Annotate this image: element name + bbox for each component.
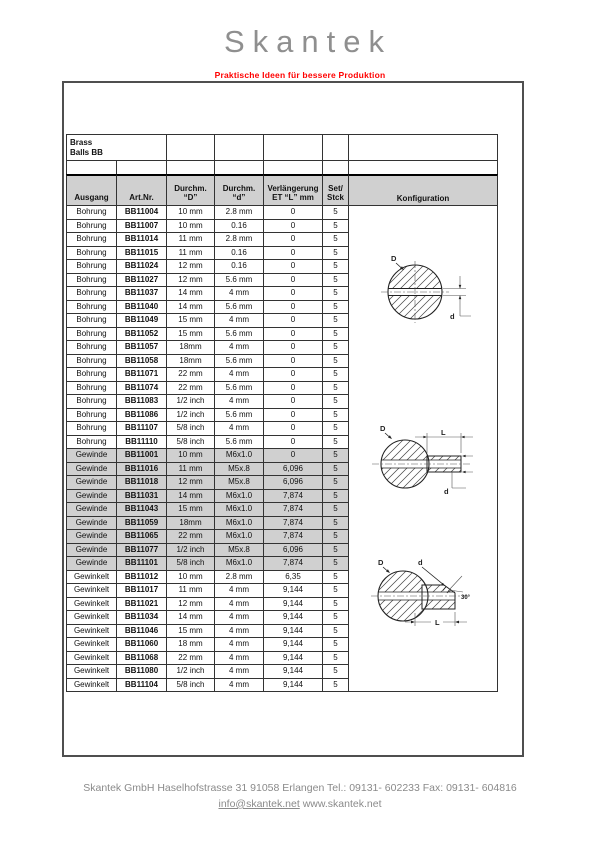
cell-set-stck: 5 [323, 571, 349, 585]
cell-set-stck: 5 [323, 665, 349, 679]
cell-durchm-d-big: 1/2 inch [167, 544, 215, 558]
cell-set-stck: 5 [323, 247, 349, 261]
cell-durchm-d-small: 4 mm [215, 422, 264, 436]
cell-durchm-d-small: M6x1.0 [215, 530, 264, 544]
cell-durchm-d-small: M6x1.0 [215, 557, 264, 571]
cell-set-stck: 5 [323, 463, 349, 477]
cell-artnr: BB11040 [117, 301, 167, 315]
cell-artnr: BB11007 [117, 220, 167, 234]
cell-ausgang: Gewinkelt [66, 584, 117, 598]
cell-verlaengerung: 7,874 [264, 557, 323, 571]
cell-durchm-d-big: 18mm [167, 517, 215, 531]
footer-address: Skantek GmbH Haselhofstrasse 31 91058 Erlangen Tel.: 09131- 602233 Fax: 09131- 604816 [83, 782, 517, 794]
cell-durchm-d-small: 4 mm [215, 611, 264, 625]
cell-artnr: BB11017 [117, 584, 167, 598]
cell-durchm-d-big: 22 mm [167, 368, 215, 382]
cell-set-stck: 5 [323, 233, 349, 247]
cell-set-stck: 5 [323, 382, 349, 396]
table-row [66, 274, 349, 288]
table-row [66, 341, 349, 355]
footer-email-link[interactable]: info@skantek.net [218, 797, 300, 810]
cell-verlaengerung: 0 [264, 314, 323, 328]
gewinde-label-d: d [444, 487, 449, 496]
cell-artnr: BB11077 [117, 544, 167, 558]
cell-durchm-d-big: 11 mm [167, 584, 215, 598]
cell-artnr: BB11031 [117, 490, 167, 504]
cell-ausgang: Gewinkelt [66, 598, 117, 612]
table-row [66, 314, 349, 328]
gewinde-label-D: D [380, 424, 386, 433]
table-row [66, 395, 349, 409]
cell-artnr: BB11018 [117, 476, 167, 490]
cell-ausgang: Bohrung [66, 247, 117, 261]
cell-artnr: BB11037 [117, 287, 167, 301]
cell-verlaengerung: 0 [264, 247, 323, 261]
cell-ausgang: Bohrung [66, 355, 117, 369]
cell-artnr: BB11101 [117, 557, 167, 571]
cell-set-stck: 5 [323, 409, 349, 423]
cell-set-stck: 5 [323, 638, 349, 652]
cell-ausgang: Gewinde [66, 490, 117, 504]
cell-set-stck: 5 [323, 341, 349, 355]
konfiguration-title-cell [349, 135, 498, 161]
cell-durchm-d-big: 1/2 inch [167, 395, 215, 409]
cell-durchm-d-small: 2.8 mm [215, 206, 264, 220]
table-row [66, 436, 349, 450]
cell-durchm-d-small: M6x1.0 [215, 517, 264, 531]
cell-durchm-d-small: M5x.8 [215, 544, 264, 558]
footer [0, 781, 600, 813]
cell-durchm-d-big: 11 mm [167, 247, 215, 261]
cell-artnr: BB11015 [117, 247, 167, 261]
cell-durchm-d-big: 5/8 inch [167, 679, 215, 693]
table-row [66, 638, 349, 652]
cell-verlaengerung: 0 [264, 260, 323, 274]
cell-durchm-d-small: 4 mm [215, 395, 264, 409]
cell-ausgang: Bohrung [66, 220, 117, 234]
cell-durchm-d-big: 12 mm [167, 476, 215, 490]
cell-ausgang: Gewinde [66, 476, 117, 490]
cell-artnr: BB11043 [117, 503, 167, 517]
cell-set-stck: 5 [323, 328, 349, 342]
cell-durchm-d-small: M6x1.0 [215, 449, 264, 463]
cell-verlaengerung: 0 [264, 422, 323, 436]
cell-verlaengerung: 7,874 [264, 530, 323, 544]
cell-durchm-d-big: 15 mm [167, 503, 215, 517]
gewinde-drawing [367, 422, 477, 497]
table-row [66, 625, 349, 639]
table-row [66, 328, 349, 342]
cell-ausgang: Gewinkelt [66, 571, 117, 585]
cell-verlaengerung: 0 [264, 341, 323, 355]
col-header-ausgang: Ausgang [66, 174, 117, 206]
cell-durchm-d-big: 14 mm [167, 490, 215, 504]
cell-durchm-d-small: 4 mm [215, 638, 264, 652]
cell-set-stck: 5 [323, 301, 349, 315]
table-row [66, 517, 349, 531]
table-row [66, 557, 349, 571]
cell-durchm-d-small: 5.6 mm [215, 301, 264, 315]
cell-ausgang: Gewinkelt [66, 679, 117, 693]
cell-artnr: BB11086 [117, 409, 167, 423]
cell-verlaengerung: 0 [264, 301, 323, 315]
cell-ausgang: Bohrung [66, 328, 117, 342]
cell-durchm-d-big: 18 mm [167, 638, 215, 652]
cell-verlaengerung: 0 [264, 287, 323, 301]
cell-artnr: BB11065 [117, 530, 167, 544]
cell-ausgang: Gewinkelt [66, 638, 117, 652]
cell-durchm-d-small: M5x.8 [215, 476, 264, 490]
cell-ausgang: Gewinde [66, 530, 117, 544]
table-row [66, 463, 349, 477]
cell-verlaengerung: 9,144 [264, 638, 323, 652]
cell-verlaengerung: 0 [264, 206, 323, 220]
cell-durchm-d-big: 14 mm [167, 611, 215, 625]
cell-durchm-d-small: 5.6 mm [215, 382, 264, 396]
cell-durchm-d-small: 5.6 mm [215, 328, 264, 342]
cell-artnr: BB11110 [117, 436, 167, 450]
cell-durchm-d-big: 22 mm [167, 530, 215, 544]
cell-set-stck: 5 [323, 530, 349, 544]
product-table-grid [66, 134, 498, 692]
table-row [66, 584, 349, 598]
cell-durchm-d-big: 15 mm [167, 625, 215, 639]
cell-ausgang: Bohrung [66, 287, 117, 301]
cell-durchm-d-small: 4 mm [215, 368, 264, 382]
cell-verlaengerung: 9,144 [264, 625, 323, 639]
cell-set-stck: 5 [323, 260, 349, 274]
cell-ausgang: Gewinde [66, 517, 117, 531]
header-row [66, 174, 349, 206]
col-header-set-stck: Set/ Stck [323, 174, 349, 206]
cell-durchm-d-big: 22 mm [167, 382, 215, 396]
cell-ausgang: Gewinde [66, 449, 117, 463]
cell-verlaengerung: 0 [264, 382, 323, 396]
cell-durchm-d-small: 4 mm [215, 584, 264, 598]
cell-artnr: BB11107 [117, 422, 167, 436]
gewinkelt-label-angle: 30° [461, 595, 471, 601]
cell-durchm-d-big: 5/8 inch [167, 436, 215, 450]
company-logo: Skantek [223, 24, 392, 59]
cell-durchm-d-big: 10 mm [167, 220, 215, 234]
cell-set-stck: 5 [323, 436, 349, 450]
table-row [66, 490, 349, 504]
cell-durchm-d-big: 22 mm [167, 652, 215, 666]
cell-durchm-d-small: 0.16 [215, 247, 264, 261]
cell-artnr: BB11059 [117, 517, 167, 531]
table-row [66, 476, 349, 490]
cell-verlaengerung: 6,096 [264, 476, 323, 490]
gewinkelt-label-d: d [418, 558, 423, 567]
col-header-durchm-d-big: Durchm. “D” [167, 174, 215, 206]
konfiguration-drawings [349, 206, 498, 692]
table-row [66, 287, 349, 301]
cell-durchm-d-big: 14 mm [167, 301, 215, 315]
table-row [66, 247, 349, 261]
cell-ausgang: Bohrung [66, 314, 117, 328]
cell-verlaengerung: 7,874 [264, 517, 323, 531]
cell-durchm-d-small: 4 mm [215, 679, 264, 693]
cell-verlaengerung: 0 [264, 368, 323, 382]
bohrung-drawing [367, 252, 477, 327]
cell-ausgang: Bohrung [66, 274, 117, 288]
cell-durchm-d-big: 1/2 inch [167, 409, 215, 423]
cell-durchm-d-big: 12 mm [167, 260, 215, 274]
cell-ausgang: Bohrung [66, 436, 117, 450]
cell-set-stck: 5 [323, 544, 349, 558]
cell-artnr: BB11016 [117, 463, 167, 477]
cell-durchm-d-small: 0.16 [215, 260, 264, 274]
col-header-durchm-d-small: Durchm. “d” [215, 174, 264, 206]
cell-durchm-d-small: M5x.8 [215, 463, 264, 477]
cell-durchm-d-big: 5/8 inch [167, 557, 215, 571]
cell-ausgang: Gewinkelt [66, 652, 117, 666]
cell-set-stck: 5 [323, 625, 349, 639]
cell-artnr: BB11060 [117, 638, 167, 652]
cell-durchm-d-big: 10 mm [167, 449, 215, 463]
cell-durchm-d-big: 15 mm [167, 314, 215, 328]
col-header-artnr: Art.Nr. [117, 174, 167, 206]
cell-set-stck: 5 [323, 557, 349, 571]
cell-durchm-d-small: 5.6 mm [215, 436, 264, 450]
cell-durchm-d-small: 0.16 [215, 220, 264, 234]
table-row [66, 449, 349, 463]
cell-verlaengerung: 7,874 [264, 503, 323, 517]
table-row [66, 544, 349, 558]
cell-durchm-d-big: 11 mm [167, 233, 215, 247]
table-row [66, 368, 349, 382]
cell-verlaengerung: 0 [264, 233, 323, 247]
cell-durchm-d-small: 4 mm [215, 287, 264, 301]
cell-artnr: BB11024 [117, 260, 167, 274]
table-row [66, 598, 349, 612]
table-row [66, 260, 349, 274]
cell-verlaengerung: 0 [264, 355, 323, 369]
cell-artnr: BB11068 [117, 652, 167, 666]
cell-set-stck: 5 [323, 598, 349, 612]
gewinde-label-L: L [441, 428, 446, 437]
cell-set-stck: 5 [323, 503, 349, 517]
cell-set-stck: 5 [323, 611, 349, 625]
table-row [66, 382, 349, 396]
cell-artnr: BB11012 [117, 571, 167, 585]
product-table [66, 135, 349, 692]
cell-artnr: BB11049 [117, 314, 167, 328]
cell-verlaengerung: 9,144 [264, 584, 323, 598]
cell-ausgang: Bohrung [66, 409, 117, 423]
section-title-row [66, 135, 349, 161]
cell-durchm-d-big: 14 mm [167, 287, 215, 301]
gewinkelt-drawing [367, 556, 477, 631]
cell-ausgang: Gewinkelt [66, 665, 117, 679]
cell-set-stck: 5 [323, 490, 349, 504]
cell-set-stck: 5 [323, 287, 349, 301]
cell-set-stck: 5 [323, 422, 349, 436]
cell-ausgang: Gewinde [66, 503, 117, 517]
cell-artnr: BB11046 [117, 625, 167, 639]
cell-durchm-d-small: 4 mm [215, 665, 264, 679]
bohrung-label-D: D [391, 254, 397, 263]
cell-ausgang: Bohrung [66, 382, 117, 396]
cell-ausgang: Gewinde [66, 557, 117, 571]
cell-set-stck: 5 [323, 274, 349, 288]
cell-durchm-d-big: 1/2 inch [167, 665, 215, 679]
cell-verlaengerung: 0 [264, 409, 323, 423]
cell-artnr: BB11104 [117, 679, 167, 693]
cell-ausgang: Bohrung [66, 233, 117, 247]
cell-ausgang: Bohrung [66, 260, 117, 274]
cell-durchm-d-big: 18mm [167, 341, 215, 355]
cell-verlaengerung: 0 [264, 328, 323, 342]
cell-verlaengerung: 6,096 [264, 544, 323, 558]
footer-links [0, 797, 600, 813]
cell-verlaengerung: 0 [264, 436, 323, 450]
table-row [66, 665, 349, 679]
cell-artnr: BB11071 [117, 368, 167, 382]
cell-artnr: BB11027 [117, 274, 167, 288]
cell-set-stck: 5 [323, 679, 349, 693]
cell-durchm-d-small: 5.6 mm [215, 355, 264, 369]
cell-durchm-d-small: 4 mm [215, 341, 264, 355]
cell-verlaengerung: 6,096 [264, 463, 323, 477]
cell-artnr: BB11074 [117, 382, 167, 396]
cell-artnr: BB11080 [117, 665, 167, 679]
cell-verlaengerung: 6,35 [264, 571, 323, 585]
cell-set-stck: 5 [323, 395, 349, 409]
konfiguration-column [349, 135, 498, 692]
cell-set-stck: 5 [323, 220, 349, 234]
company-tagline: Praktische Ideen für bessere Produktion [213, 70, 388, 83]
cell-artnr: BB11004 [117, 206, 167, 220]
cell-set-stck: 5 [323, 314, 349, 328]
table-row [66, 679, 349, 693]
cell-ausgang: Bohrung [66, 206, 117, 220]
gewinkelt-label-L: L [435, 618, 440, 627]
cell-durchm-d-big: 10 mm [167, 571, 215, 585]
cell-artnr: BB11052 [117, 328, 167, 342]
table-row [66, 220, 349, 234]
cell-ausgang: Gewinde [66, 544, 117, 558]
cell-set-stck: 5 [323, 368, 349, 382]
cell-artnr: BB11057 [117, 341, 167, 355]
table-row [66, 530, 349, 544]
cell-ausgang: Bohrung [66, 422, 117, 436]
cell-ausgang: Bohrung [66, 395, 117, 409]
cell-durchm-d-small: M6x1.0 [215, 503, 264, 517]
cell-durchm-d-big: 5/8 inch [167, 422, 215, 436]
cell-set-stck: 5 [323, 517, 349, 531]
table-row [66, 355, 349, 369]
cell-verlaengerung: 7,874 [264, 490, 323, 504]
spacer-row [66, 161, 349, 174]
cell-durchm-d-big: 11 mm [167, 463, 215, 477]
cell-durchm-d-small: 5.6 mm [215, 274, 264, 288]
table-row [66, 571, 349, 585]
konfiguration-header: Konfiguration [349, 174, 498, 206]
cell-durchm-d-small: 2.8 mm [215, 233, 264, 247]
cell-ausgang: Bohrung [66, 341, 117, 355]
cell-durchm-d-small: 4 mm [215, 652, 264, 666]
cell-artnr: BB11001 [117, 449, 167, 463]
cell-verlaengerung: 0 [264, 220, 323, 234]
cell-set-stck: 5 [323, 652, 349, 666]
cell-artnr: BB11058 [117, 355, 167, 369]
cell-verlaengerung: 0 [264, 449, 323, 463]
cell-artnr: BB11083 [117, 395, 167, 409]
col-header-verlaengerung: Verlängerung ET “L” mm [264, 174, 323, 206]
cell-verlaengerung: 9,144 [264, 652, 323, 666]
table-row [66, 233, 349, 247]
table-row [66, 206, 349, 220]
table-row [66, 422, 349, 436]
table-row [66, 301, 349, 315]
bohrung-label-d: d [450, 312, 455, 321]
cell-verlaengerung: 9,144 [264, 665, 323, 679]
cell-verlaengerung: 9,144 [264, 611, 323, 625]
table-row [66, 503, 349, 517]
cell-durchm-d-small: 4 mm [215, 598, 264, 612]
cell-durchm-d-small: 2.8 mm [215, 571, 264, 585]
cell-artnr: BB11021 [117, 598, 167, 612]
section-title: Brass Balls BB [66, 135, 167, 161]
cell-durchm-d-big: 12 mm [167, 598, 215, 612]
table-row [66, 409, 349, 423]
cell-durchm-d-small: 4 mm [215, 314, 264, 328]
cell-set-stck: 5 [323, 476, 349, 490]
cell-ausgang: Gewinde [66, 463, 117, 477]
cell-durchm-d-small: 4 mm [215, 625, 264, 639]
cell-verlaengerung: 0 [264, 274, 323, 288]
cell-verlaengerung: 9,144 [264, 598, 323, 612]
cell-durchm-d-big: 15 mm [167, 328, 215, 342]
cell-artnr: BB11034 [117, 611, 167, 625]
table-row [66, 652, 349, 666]
cell-ausgang: Bohrung [66, 368, 117, 382]
footer-website: www.skantek.net [302, 797, 382, 810]
cell-artnr: BB11014 [117, 233, 167, 247]
konfiguration-spacer-cell [349, 161, 498, 174]
catalog-box [62, 81, 524, 757]
cell-ausgang: Gewinkelt [66, 625, 117, 639]
table-row [66, 611, 349, 625]
cell-set-stck: 5 [323, 355, 349, 369]
cell-durchm-d-big: 10 mm [167, 206, 215, 220]
cell-ausgang: Bohrung [66, 301, 117, 315]
cell-durchm-d-small: 5.6 mm [215, 409, 264, 423]
cell-set-stck: 5 [323, 449, 349, 463]
cell-verlaengerung: 9,144 [264, 679, 323, 693]
cell-durchm-d-big: 18mm [167, 355, 215, 369]
cell-durchm-d-small: M6x1.0 [215, 490, 264, 504]
cell-set-stck: 5 [323, 584, 349, 598]
cell-set-stck: 5 [323, 206, 349, 220]
cell-ausgang: Gewinkelt [66, 611, 117, 625]
cell-verlaengerung: 0 [264, 395, 323, 409]
gewinkelt-label-D: D [378, 558, 384, 567]
cell-durchm-d-big: 12 mm [167, 274, 215, 288]
